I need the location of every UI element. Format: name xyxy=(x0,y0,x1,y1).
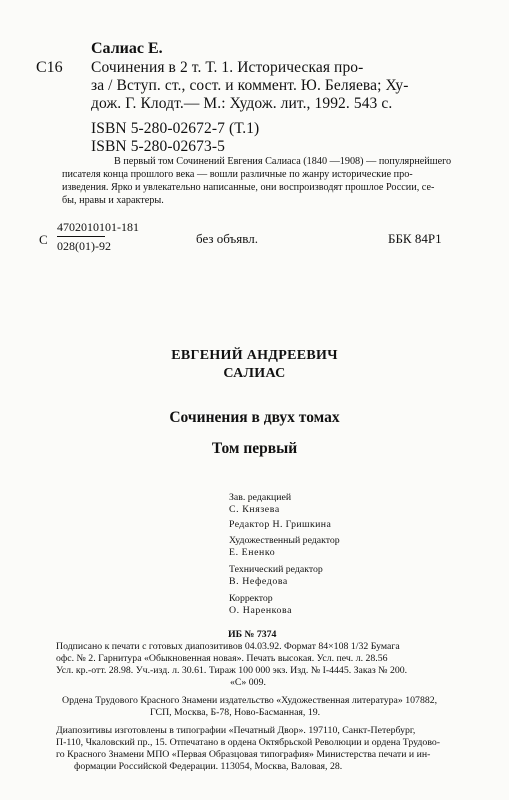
catalog-prefix: С xyxy=(39,232,48,247)
imprint-line-4: «С» 009. xyxy=(230,677,266,688)
proofreader-label: Корректор xyxy=(229,593,273,604)
art-editor-name: Е. Ененко xyxy=(229,547,276,558)
proofreader-name: О. Наренкова xyxy=(229,605,293,616)
author-full-name: ЕВГЕНИЙ АНДРЕЕВИЧ xyxy=(171,348,338,363)
tech-editor-label: Технический редактор xyxy=(229,564,323,575)
book-title: Сочинения в двух томах xyxy=(169,409,340,426)
publisher-line-2: ГСП, Москва, Б-78, Ново-Басманная, 19. xyxy=(150,707,321,718)
head-editor-name: С. Князева xyxy=(229,504,280,515)
author-short: Салиас Е. xyxy=(91,40,163,57)
catalog-numerator: 4702010101-181 xyxy=(57,220,105,237)
head-editor-label: Зав. редакцией xyxy=(229,492,292,503)
isbn-line-1: ISBN 5-280-02672-7 (Т.1) xyxy=(91,120,260,137)
publisher-line-1: Ордена Трудового Красного Знамени издательство «Художественная литература» 107882, xyxy=(62,695,438,706)
catalog-denominator: 028(01)-92 xyxy=(57,239,111,253)
library-code: С16 xyxy=(36,59,63,76)
imprint-line-2: офс. № 2. Гарнитура «Обыкновенная новая». Печать высокая. Усл. печ. л. 28.56 xyxy=(56,653,388,664)
printer-line-1: Диапозитивы изготовлены в типографии «Печатный Двор». 197110, Санкт-Петербург, xyxy=(56,725,416,736)
ib-number: ИБ № 7374 xyxy=(228,629,277,640)
catalog-note: без объявл. xyxy=(196,231,258,246)
bbk-code: ББК 84Р1 xyxy=(388,231,442,246)
imprint-line-3: Усл. кр.-отт. 28.98. Уч.-изд. л. 30.61. Тираж 100 000 экз. Изд. № I-4445. Заказ № 200. xyxy=(56,665,408,676)
description-line-3: дож. Г. Клодт.— М.: Худож. лит., 1992. 543 с. xyxy=(91,95,393,112)
author-surname: САЛИАС xyxy=(223,366,286,381)
printer-line-4: формации Российской Федерации. 113054, Москва, Валовая, 28. xyxy=(74,761,343,772)
description-line-1: Сочинения в 2 т. Т. 1. Историческая про- xyxy=(91,59,364,76)
printer-line-2: П-110, Чкаловский пр., 15. Отпечатано в ордена Октябрьской Революции и ордена Трудово- xyxy=(56,737,441,748)
printer-line-3: го Красного Знамени МПО «Первая Образцовая типография» Министерства печати и ин- xyxy=(56,749,431,760)
editor-credit: Редактор Н. Гришкина xyxy=(229,519,332,530)
catalog-fraction xyxy=(57,220,139,254)
annotation-line-4: бы, нравы и характеры. xyxy=(62,195,164,206)
annotation-line-3: изведения. Ярко и увлекательно написанные, они воспроизводят прошлое России, се- xyxy=(62,182,435,193)
annotation-line-1: В первый том Сочинений Евгения Салиаса (1840 —1908) — популярнейшего xyxy=(114,156,452,167)
art-editor-label: Художественный редактор xyxy=(229,535,340,546)
imprint-line-1: Подписано к печати с готовых диапозитивов 04.03.92. Формат 84×108 1/32 Бумага xyxy=(56,641,400,652)
volume-title: Том первый xyxy=(211,440,298,457)
isbn-line-2: ISBN 5-280-02673-5 xyxy=(91,138,225,155)
tech-editor-name: В. Нефедова xyxy=(229,576,288,587)
annotation-line-2: писателя конца прошлого века — вошли различные по жанру исторические про- xyxy=(62,169,413,180)
description-line-2: за / Вступ. ст., сост. и коммент. Ю. Беляева; Ху- xyxy=(91,77,409,94)
